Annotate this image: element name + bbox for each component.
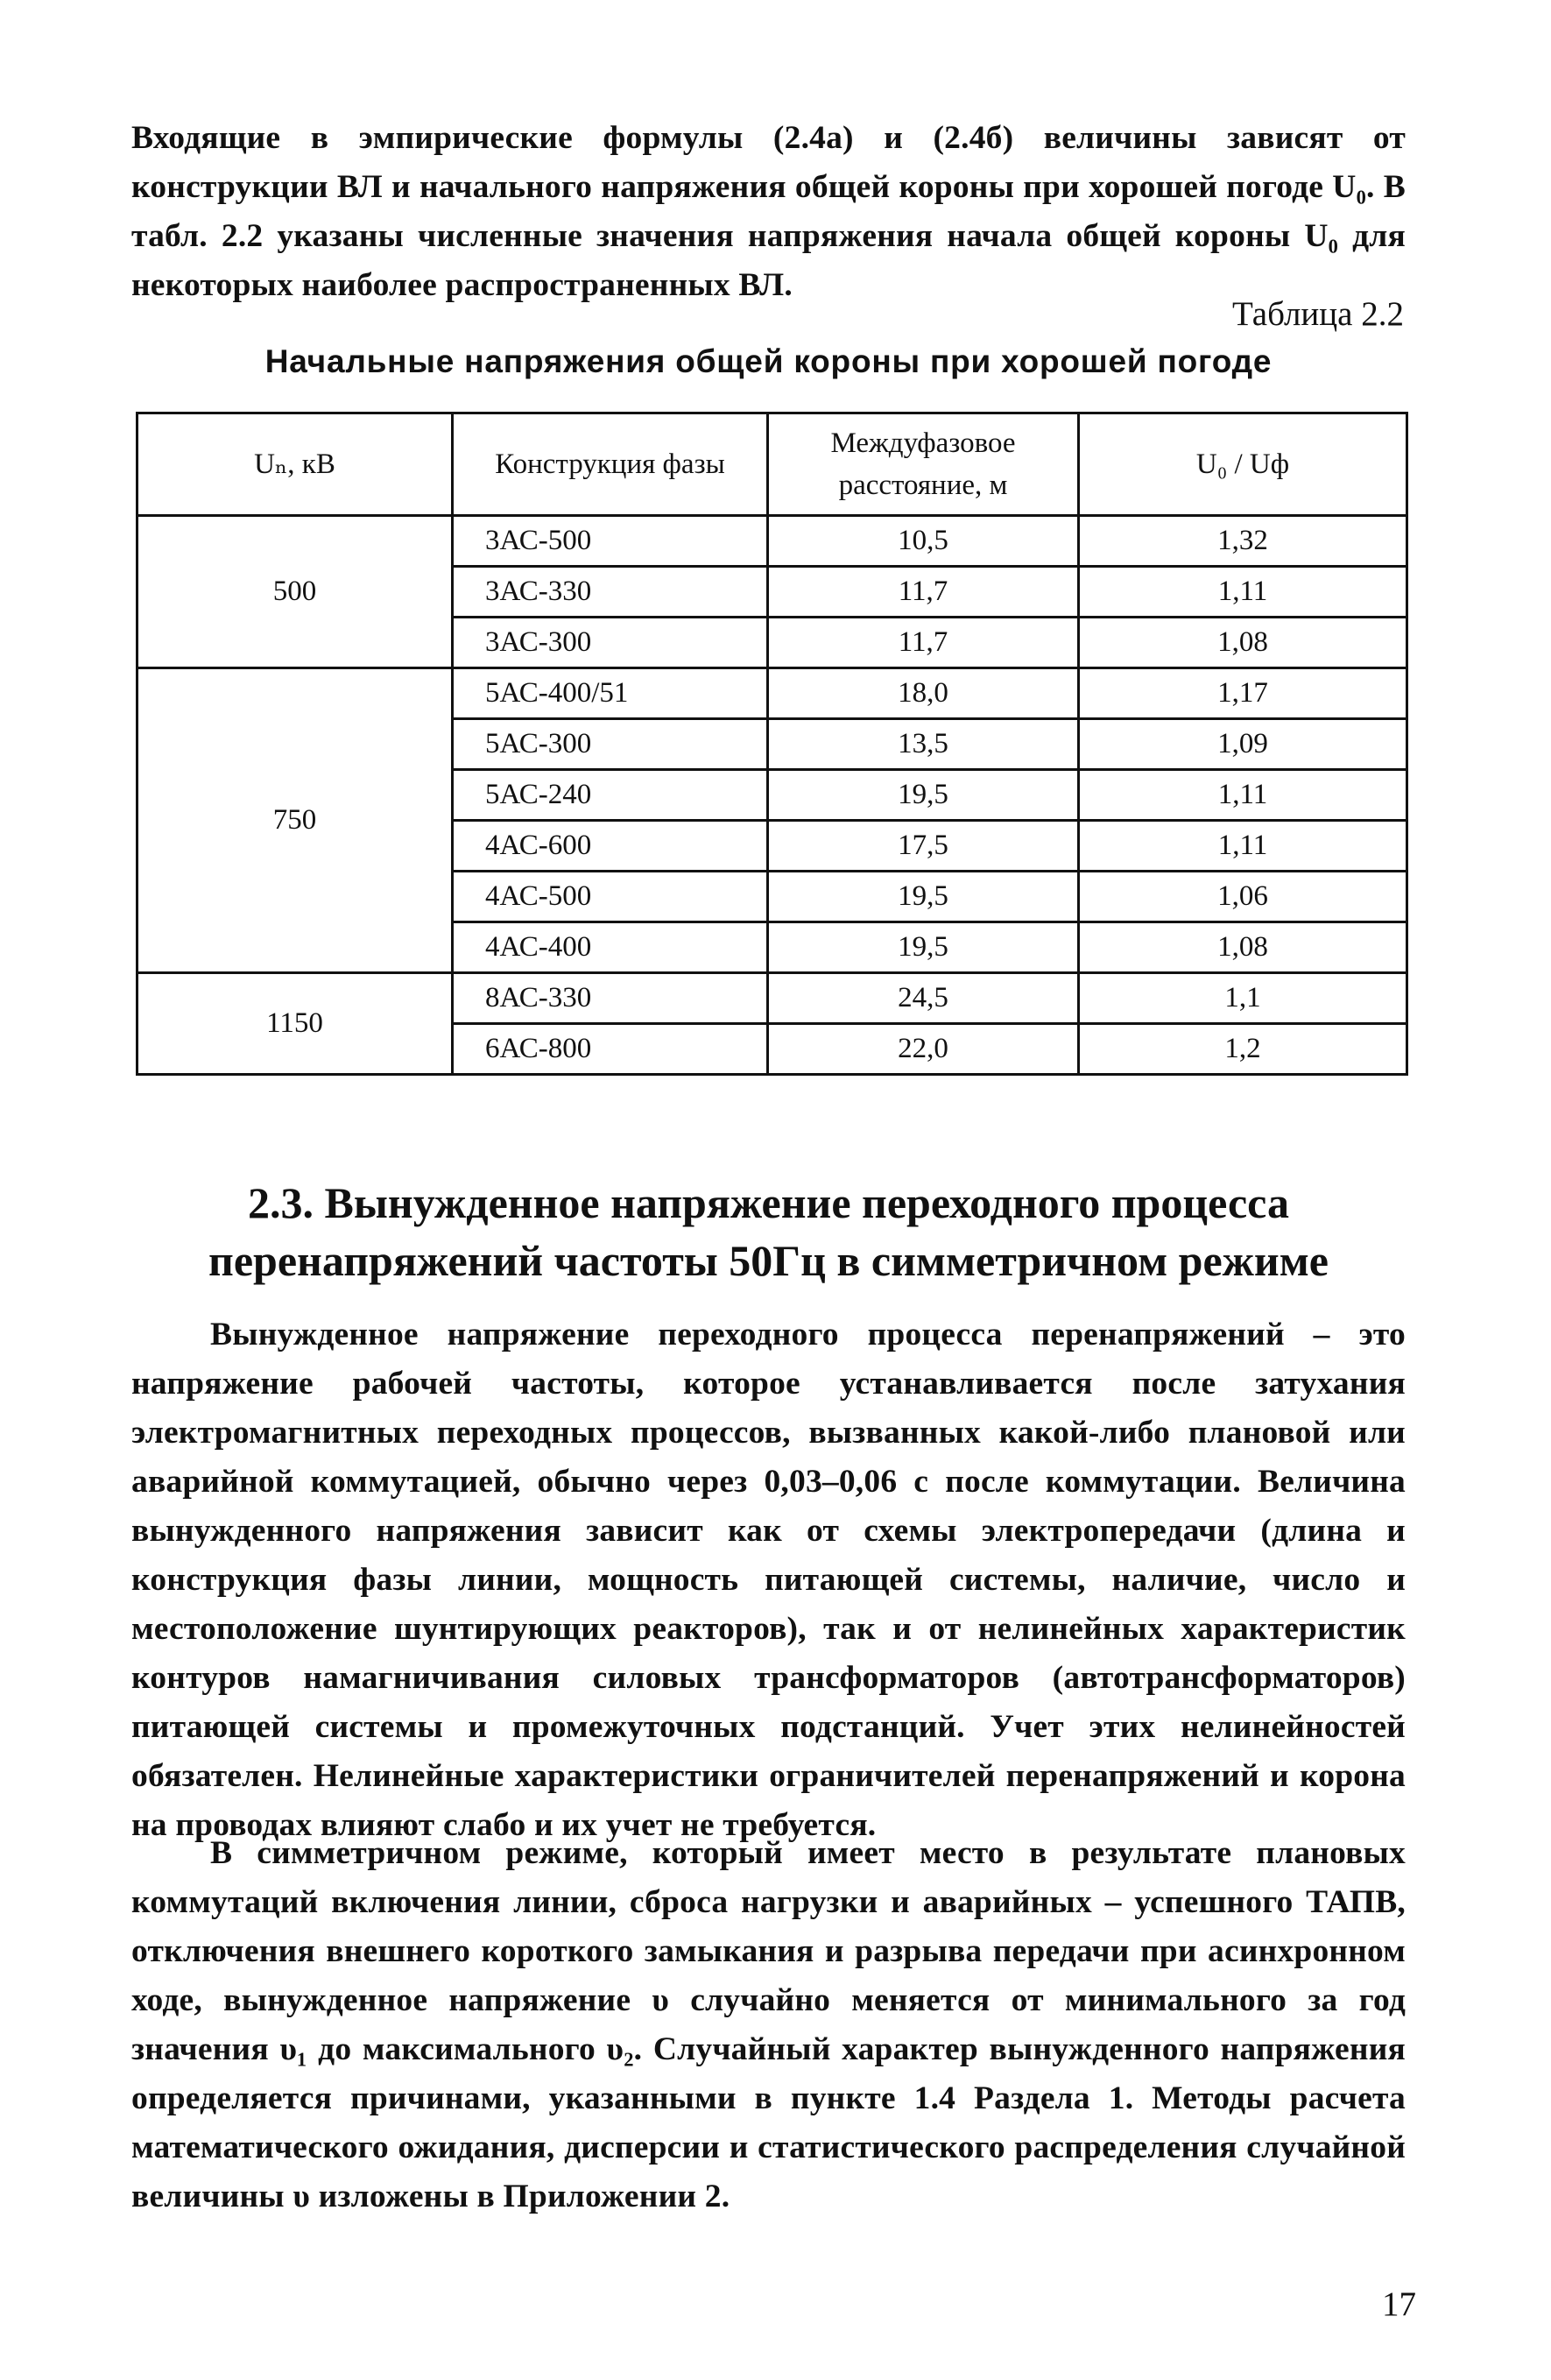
voltage-ratio-cell: 1,08 xyxy=(1079,922,1407,973)
phase-construction-cell: 4АС-500 xyxy=(453,872,768,922)
intro-paragraph: Входящие в эмпирические формулы (2.4а) и (2.4б) величины зависят от конструкции ВЛ и начального напряжения общей короны при хорошей погоде U₀. В табл. 2.2 указаны численные значения напряжения начала общей короны U₀ для некоторых наиболее распространенных ВЛ. xyxy=(131,119,1406,303)
phase-construction-cell: 5АС-240 xyxy=(453,770,768,821)
phase-construction-cell: 4АС-400 xyxy=(453,922,768,973)
voltage-ratio-cell: 1,08 xyxy=(1079,618,1407,668)
phase-spacing-cell: 10,5 xyxy=(768,516,1079,567)
phase-spacing-cell: 19,5 xyxy=(768,770,1079,821)
voltage-ratio-cell: 1,17 xyxy=(1079,668,1407,719)
phase-construction-cell: 6АС-800 xyxy=(453,1024,768,1075)
phase-spacing-cell: 18,0 xyxy=(768,668,1079,719)
phase-construction-cell: 3АС-500 xyxy=(453,516,768,567)
voltage-ratio-cell: 1,06 xyxy=(1079,872,1407,922)
page-number: 17 xyxy=(1382,2285,1416,2323)
table-number: Таблица 2.2 xyxy=(1231,295,1404,333)
header-phase-spacing: Междуфазовое расстояние, м xyxy=(768,413,1079,516)
voltage-ratio-cell: 1,11 xyxy=(1079,770,1407,821)
phase-spacing-cell: 24,5 xyxy=(768,973,1079,1024)
phase-spacing-cell: 19,5 xyxy=(768,922,1079,973)
voltage-ratio-cell: 1,2 xyxy=(1079,1024,1407,1075)
phase-construction-cell: 8АС-330 xyxy=(453,973,768,1024)
phase-spacing-cell: 19,5 xyxy=(768,872,1079,922)
voltage-ratio-cell: 1,32 xyxy=(1079,516,1407,567)
header-nominal-voltage: Uₙ, кВ xyxy=(137,413,453,516)
phase-spacing-cell: 22,0 xyxy=(768,1024,1079,1075)
header-phase-construction: Конструкция фазы xyxy=(453,413,768,516)
nominal-voltage-cell: 1150 xyxy=(137,973,453,1075)
phase-construction-cell: 5АС-300 xyxy=(453,719,768,770)
body-paragraph: В симметричном режиме, который имеет место в результате плановых коммутаций включения линии, сброса нагрузки и аварийных – успешного ТАПВ, отключения внешнего короткого замыкания и разрыва передачи при асинхронном ходе, вынужденное напряжение υ случайно меняется от минимального за год значения υ₁ до максимального υ₂. Случайный характер вынужденного напряжения определяется причинами, указанными в пункте 1.4 Раздела 1. Методы расчета математического ожидания, дисперсии и статистического распределения случайной величины υ изложены в Приложении 2. xyxy=(131,1834,1406,2214)
voltage-ratio-cell: 1,09 xyxy=(1079,719,1407,770)
table-row xyxy=(137,973,1407,1024)
voltage-ratio-cell: 1,11 xyxy=(1079,821,1407,872)
phase-spacing-cell: 11,7 xyxy=(768,618,1079,668)
voltage-ratio-cell: 1,1 xyxy=(1079,973,1407,1024)
phase-construction-cell: 4АС-600 xyxy=(453,821,768,872)
phase-spacing-cell: 11,7 xyxy=(768,567,1079,618)
phase-construction-cell: 3АС-300 xyxy=(453,618,768,668)
voltage-ratio-cell: 1,11 xyxy=(1079,567,1407,618)
header-voltage-ratio: U₀ / Uф xyxy=(1079,413,1407,516)
nominal-voltage-cell: 750 xyxy=(137,668,453,973)
table-body xyxy=(137,516,1407,1075)
table-header-row xyxy=(137,413,1407,516)
phase-spacing-cell: 17,5 xyxy=(768,821,1079,872)
table-title: Начальные напряжения общей короны при хорошей погоде xyxy=(264,343,1273,379)
table-row xyxy=(137,668,1407,719)
phase-spacing-cell: 13,5 xyxy=(768,719,1079,770)
section-heading: 2.3. Вынужденное напряжение переходного процесса перенапряжений частоты 50Гц в симметричном режиме xyxy=(208,1177,1329,1285)
phase-construction-cell: 3АС-330 xyxy=(453,567,768,618)
body-paragraph: Вынужденное напряжение переходного процесса перенапряжений – это напряжение рабочей частоты, которое устанавливается после затухания электромагнитных переходных процессов, вызванных какой-либо плановой или аварийной коммутацией, обычно через 0,03–0,06 с после коммутации. Величина вынужденного напряжения зависит как от схемы электропередачи (длина и конструкция фазы линии, мощность питающей системы, наличие, число и местоположение шунтирующих реакторов), так и от нелинейных характеристик контуров намагничивания силовых трансформаторов (автотрансформаторов) питающей системы и промежуточных подстанций. Учет этих нелинейностей обязателен. Нелинейные характеристики ограничителей перенапряжений и корона на проводах влияют слабо и их учет не требуется. xyxy=(131,1316,1406,1843)
nominal-voltage-cell: 500 xyxy=(137,516,453,668)
table-row xyxy=(137,516,1407,567)
phase-construction-cell: 5АС-400/51 xyxy=(453,668,768,719)
corona-voltage-table xyxy=(136,412,1408,1076)
